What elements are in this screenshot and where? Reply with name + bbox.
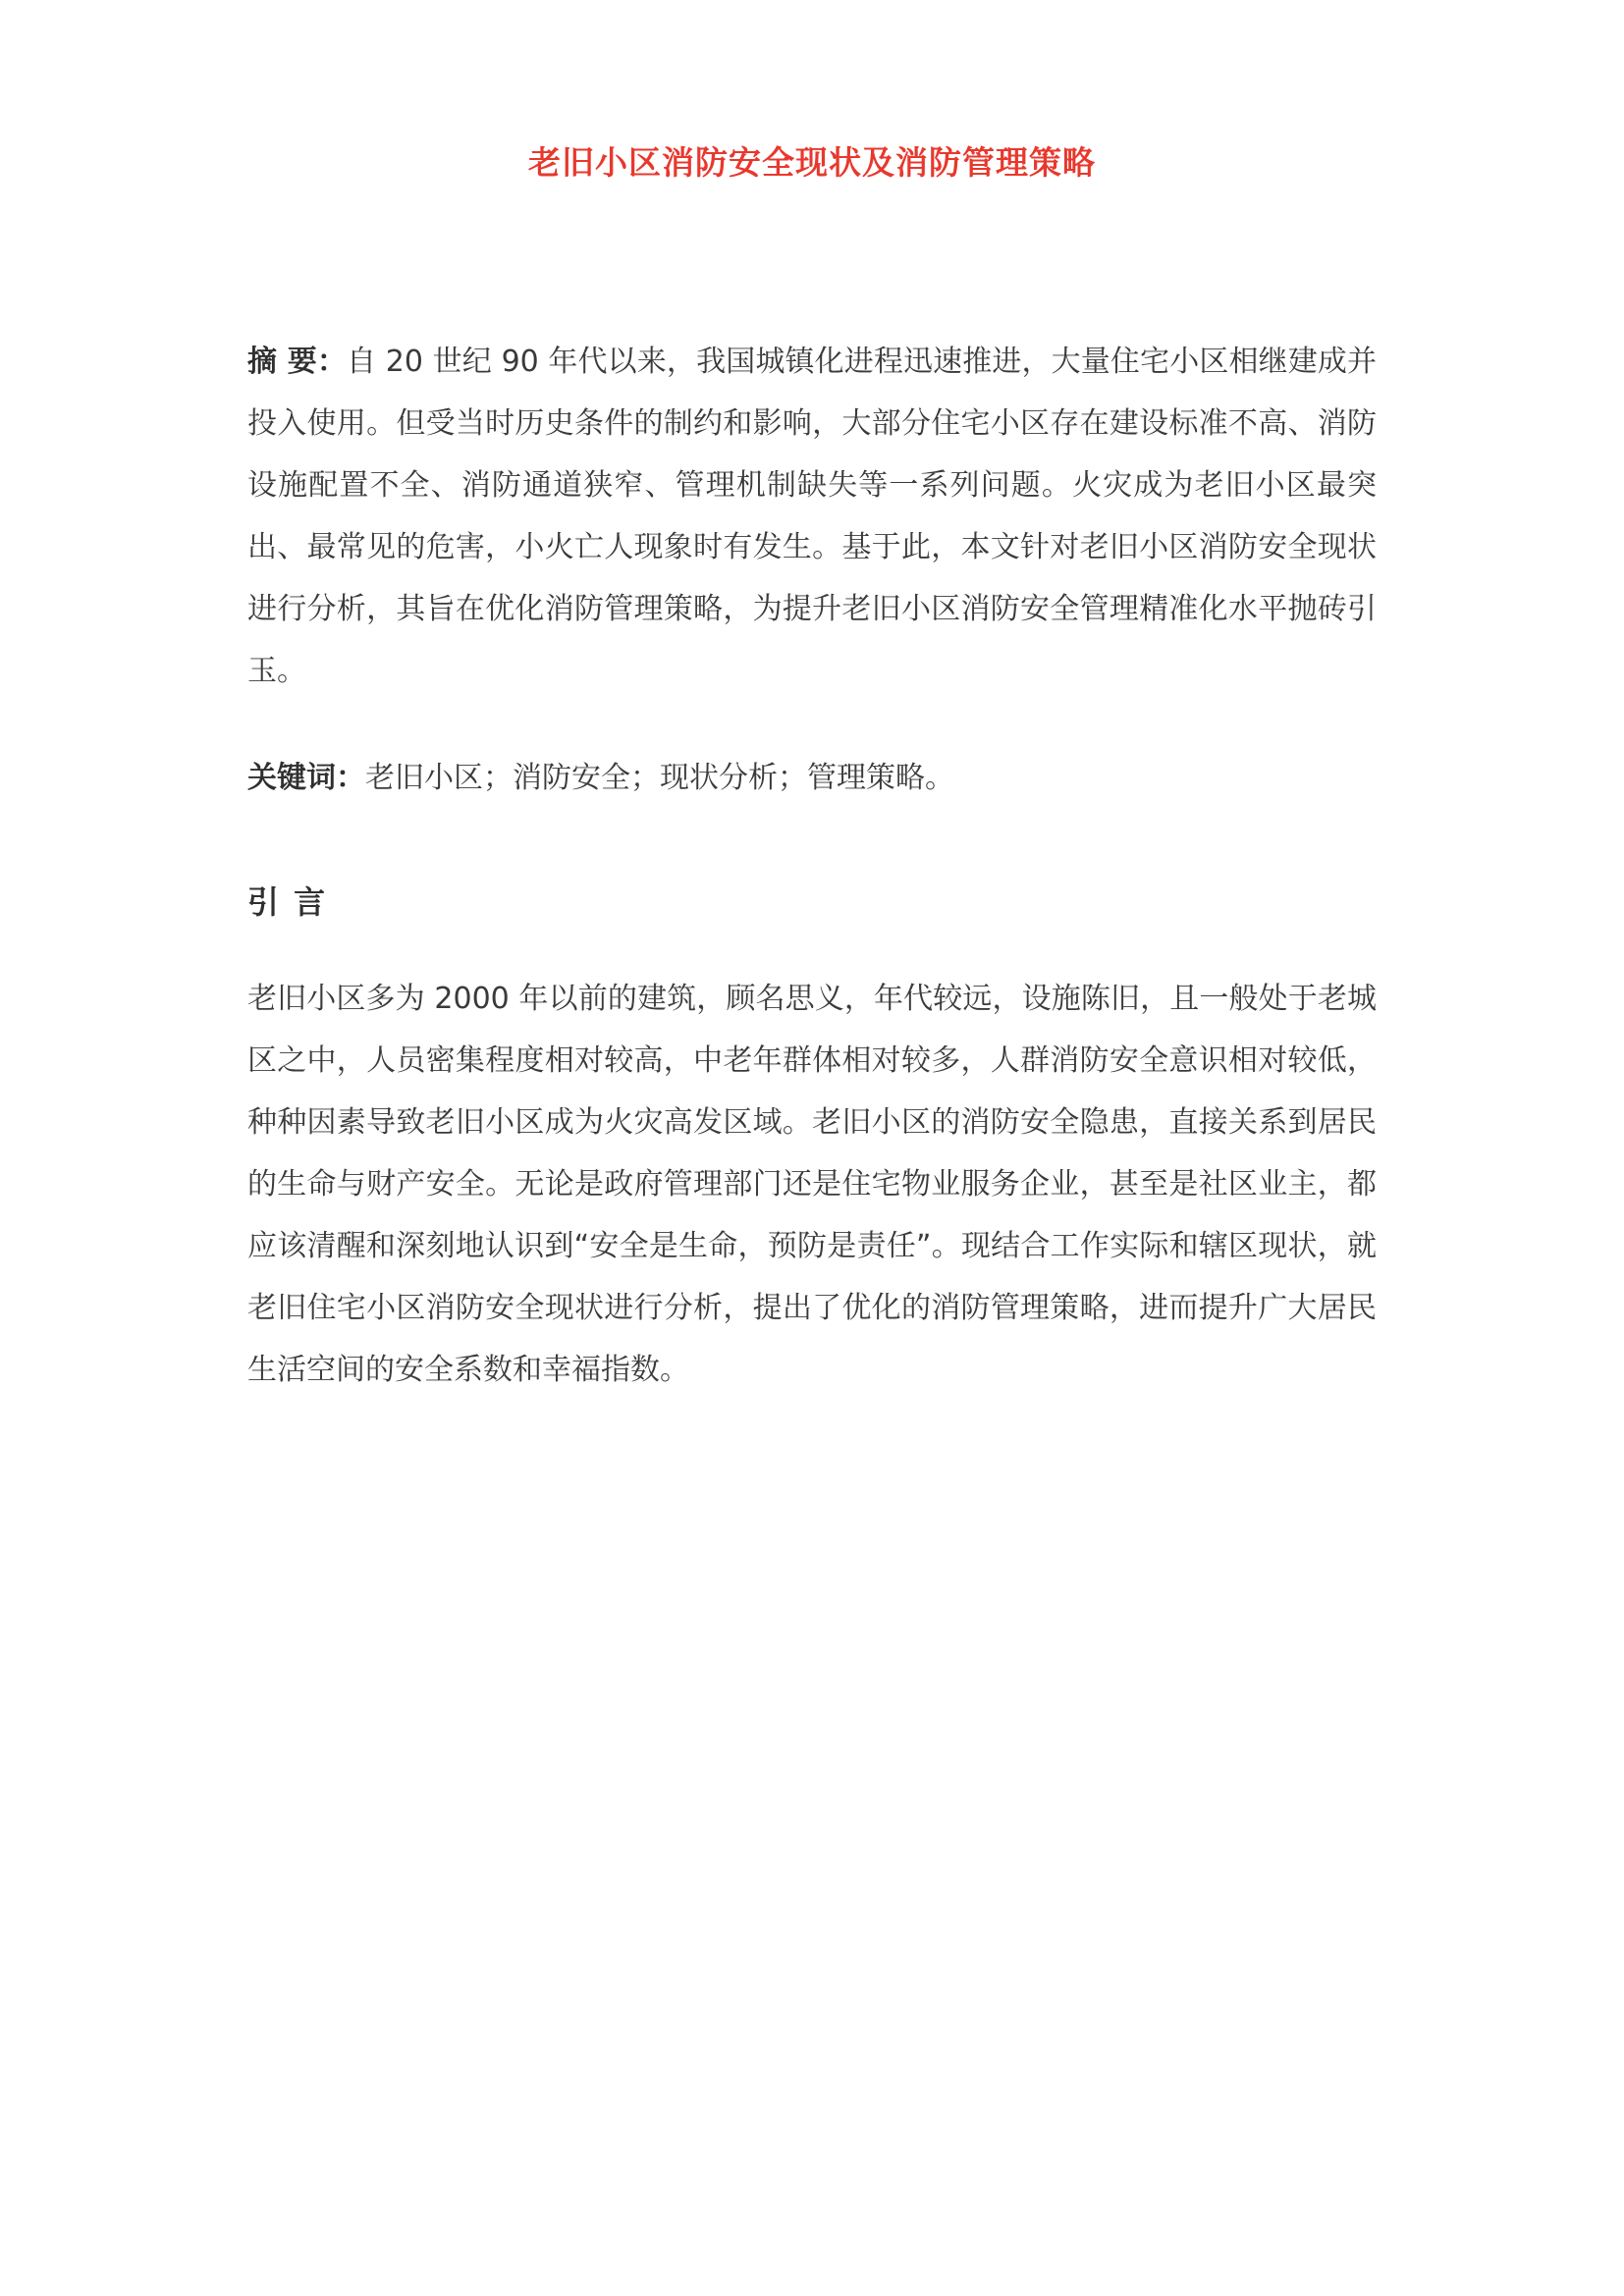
abstract-paragraph	[247, 331, 1377, 702]
abstract-label: 摘 要：	[247, 345, 347, 379]
introduction-paragraph: 老旧小区多为 2000 年以前的建筑，顾名思义，年代较远，设施陈旧，且一般处于老城区之中，人员密集程度相对较高，中老年群体相对较多，人群消防安全意识相对较低，种种因素导致老旧小区成为火灾高发区域。老旧小区的消防安全隐患，直接关系到居民的生命与财产安全。无论是政府管理部门还是住宅物业服务企业，甚至是社区业主，都应该清醒和深刻地认识到“安全是生命，预防是责任”。现结合工作实际和辖区现状，就老旧住宅小区消防安全现状进行分析，提出了优化的消防管理策略，进而提升广大居民生活空间的安全系数和幸福指数。	[247, 982, 1377, 1387]
introduction-heading: 引 言	[247, 883, 328, 921]
keywords-text: 老旧小区；消防安全；现状分析；管理策略。	[365, 761, 954, 795]
document-title: 老旧小区消防安全现状及消防管理策略	[528, 143, 1096, 182]
abstract-text: 自 20 世纪 90 年代以来，我国城镇化进程迅速推进，大量住宅小区相继建成并投入使用。但受当时历史条件的制约和影响，大部分住宅小区存在建设标准不高、消防设施配置不全、消防通道狭窄、管理机制缺失等一系列问题。火灾成为老旧小区最突出、最常见的危害，小火亡人现象时有发生。基于此，本文针对老旧小区消防安全现状进行分析，其旨在优化消防管理策略，为提升老旧小区消防安全管理精准化水平抛砖引玉。	[247, 345, 1377, 688]
keywords-label: 关键词：	[247, 761, 365, 795]
keywords-paragraph	[247, 747, 1377, 809]
